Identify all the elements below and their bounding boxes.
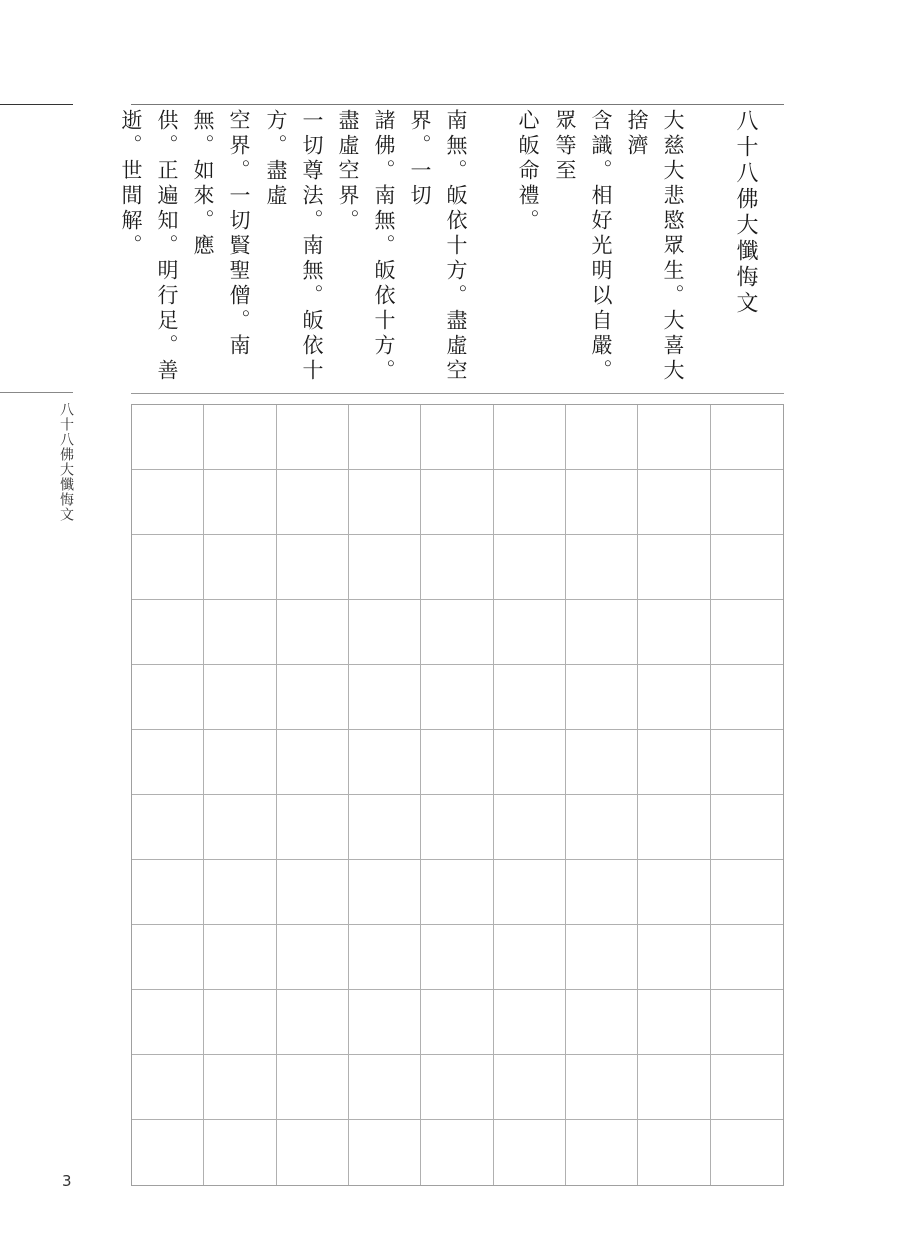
margin-rule-top — [0, 104, 73, 105]
grid-cell — [494, 405, 566, 470]
grid-cell — [566, 1120, 638, 1185]
scripture-text-block — [119, 104, 784, 394]
grid-cell — [132, 600, 204, 665]
grid-cell — [638, 535, 710, 600]
grid-cell — [566, 600, 638, 665]
grid-cell — [277, 535, 349, 600]
grid-cell — [421, 600, 493, 665]
grid-cell — [132, 405, 204, 470]
grid-cell — [349, 925, 421, 990]
grid-cell — [421, 405, 493, 470]
grid-cell — [494, 860, 566, 925]
grid-cell — [638, 795, 710, 860]
grid-cell — [277, 925, 349, 990]
grid-cell — [711, 535, 783, 600]
grid-cell — [204, 600, 276, 665]
grid-cell — [421, 470, 493, 535]
grid-cell — [566, 470, 638, 535]
grid-cell — [277, 990, 349, 1055]
grid-cell — [132, 795, 204, 860]
grid-cell — [277, 1120, 349, 1185]
grid-cell — [421, 925, 493, 990]
grid-cell — [132, 990, 204, 1055]
scripture-column-7: 空界。一切賢聖僧。南無。如來。應 — [191, 109, 251, 359]
grid-cell — [132, 730, 204, 795]
grid-cell — [204, 1055, 276, 1120]
grid-cell — [494, 730, 566, 795]
grid-cell — [349, 470, 421, 535]
grid-cell — [349, 860, 421, 925]
grid-cell — [566, 860, 638, 925]
grid-cell — [494, 990, 566, 1055]
grid-cell — [349, 1120, 421, 1185]
grid-cell — [494, 1120, 566, 1185]
grid-cell — [277, 470, 349, 535]
running-title: 八十八佛大懺悔文 — [58, 402, 74, 522]
grid-cell — [349, 730, 421, 795]
grid-cell — [132, 470, 204, 535]
grid-cell — [204, 1120, 276, 1185]
grid-cell — [494, 1055, 566, 1120]
grid-cell — [638, 925, 710, 990]
grid-cell — [711, 1120, 783, 1185]
margin-rule-middle — [0, 392, 73, 393]
grid-cell — [277, 600, 349, 665]
grid-cell — [711, 600, 783, 665]
scripture-title-column: 八十八佛大懺悔文 — [733, 109, 758, 317]
grid-cell — [566, 665, 638, 730]
scripture-column-8: 供。正遍知。明行足。善逝。世間解。 — [119, 109, 179, 384]
grid-cell — [204, 470, 276, 535]
grid-cell — [421, 665, 493, 730]
grid-cell — [204, 535, 276, 600]
scripture-column-2: 含識。相好光明以自嚴。眾等至 — [553, 109, 613, 384]
grid-cell — [204, 730, 276, 795]
grid-cell — [566, 925, 638, 990]
grid-cell — [421, 535, 493, 600]
grid-cell — [711, 405, 783, 470]
grid-cell — [421, 730, 493, 795]
grid-cell — [638, 990, 710, 1055]
grid-cell — [132, 665, 204, 730]
grid-cell — [566, 405, 638, 470]
grid-cell — [638, 405, 710, 470]
grid-cell — [566, 535, 638, 600]
grid-cell — [132, 1055, 204, 1120]
grid-cell — [204, 990, 276, 1055]
grid-cell — [711, 665, 783, 730]
grid-cell — [494, 600, 566, 665]
grid-cell — [349, 795, 421, 860]
grid-cell — [277, 1055, 349, 1120]
grid-cell — [494, 925, 566, 990]
grid-cell — [638, 470, 710, 535]
grid-cell — [277, 795, 349, 860]
grid-cell — [421, 1120, 493, 1185]
grid-cell — [638, 1120, 710, 1185]
grid-cell — [277, 860, 349, 925]
grid-cell — [349, 405, 421, 470]
grid-cell — [494, 535, 566, 600]
grid-cell — [349, 600, 421, 665]
grid-cell — [204, 925, 276, 990]
grid-cell — [421, 1055, 493, 1120]
scripture-column-4: 南無。皈依十方。盡虛空界。一切 — [408, 109, 468, 384]
grid-cell — [421, 860, 493, 925]
grid-cell — [638, 1055, 710, 1120]
grid-cell — [711, 730, 783, 795]
grid-cell — [277, 665, 349, 730]
grid-cell — [711, 860, 783, 925]
grid-cell — [566, 795, 638, 860]
grid-cell — [132, 925, 204, 990]
grid-cell — [349, 535, 421, 600]
grid-cell — [277, 405, 349, 470]
grid-cell — [566, 990, 638, 1055]
grid-cell — [638, 665, 710, 730]
grid-cell — [349, 665, 421, 730]
grid-cell — [204, 860, 276, 925]
grid-cell — [132, 1120, 204, 1185]
scripture-column-3: 心皈命禮。 — [516, 109, 540, 234]
grid-cell — [421, 795, 493, 860]
grid-cell — [638, 730, 710, 795]
grid-cell — [711, 1055, 783, 1120]
grid-cell — [132, 860, 204, 925]
page-number: 3 — [62, 1172, 72, 1190]
scripture-column-1: 大慈大悲愍眾生。大喜大捨濟 — [625, 109, 685, 384]
grid-cell — [566, 1055, 638, 1120]
grid-cell — [421, 990, 493, 1055]
grid-cell — [494, 470, 566, 535]
grid-cell — [204, 665, 276, 730]
grid-cell — [494, 665, 566, 730]
grid-cell — [277, 730, 349, 795]
grid-cell — [494, 795, 566, 860]
grid-cell — [349, 1055, 421, 1120]
grid-cell — [711, 470, 783, 535]
grid-cell — [204, 795, 276, 860]
grid-cell — [711, 925, 783, 990]
scripture-column-5: 諸佛。南無。皈依十方。盡虛空界。 — [336, 109, 396, 384]
grid-cell — [349, 990, 421, 1055]
grid-cell — [566, 730, 638, 795]
grid-cell — [204, 405, 276, 470]
grid-cell — [711, 795, 783, 860]
scripture-column-6: 一切尊法。南無。皈依十方。盡虛 — [264, 109, 324, 384]
grid-cell — [638, 860, 710, 925]
grid-cell — [132, 535, 204, 600]
copying-practice-grid — [131, 404, 784, 1186]
grid-cell — [711, 990, 783, 1055]
grid-cell — [638, 600, 710, 665]
